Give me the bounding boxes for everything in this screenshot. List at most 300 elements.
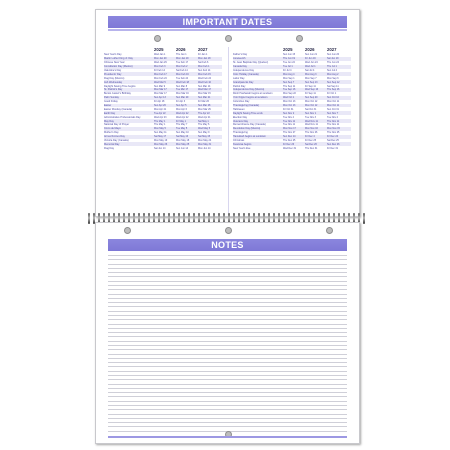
event-date: Sun Sep 7 (283, 80, 295, 84)
note-line (108, 409, 347, 410)
event-date: Fri Mar 26 (198, 100, 209, 104)
event-date: Fri May 1 (176, 119, 186, 123)
date-row (233, 57, 351, 61)
note-line (108, 375, 347, 376)
event-date: Wed Mar 17 (198, 88, 211, 92)
event-name: Daylight Saving Time begins (104, 84, 136, 88)
event-date: Thu Nov 27 (283, 131, 296, 135)
note-line (108, 414, 347, 415)
event-date: Sun Sep 13 (305, 80, 318, 84)
event-name: Chinese New Year (104, 61, 125, 65)
date-row (104, 131, 222, 135)
event-date: Wed Feb 18 (176, 80, 189, 84)
event-date: Tue Jun 24 (283, 61, 295, 65)
event-date: Fri Dec 4 (305, 135, 315, 139)
event-date: Fri Apr 3 (176, 100, 186, 104)
note-line (108, 276, 347, 277)
event-date: Mon Sep 1 (283, 76, 295, 80)
event-date: Sun May 11 (154, 131, 167, 135)
event-name: Rosh Hashanah begins at sundown (233, 92, 273, 96)
note-line (108, 311, 347, 312)
event-date: Thu Apr 22 (198, 111, 210, 115)
binder-hole (225, 35, 232, 42)
note-line (108, 281, 347, 282)
note-line (108, 302, 347, 303)
event-date: Sun Nov 2 (283, 111, 295, 115)
event-date: Fri Dec 26 (283, 142, 295, 146)
event-date: Wed Apr 22 (176, 111, 189, 115)
note-line (108, 289, 347, 290)
event-date: Thu Dec 31 (305, 146, 318, 150)
event-date: Sat May 17 (154, 135, 167, 139)
note-line (108, 418, 347, 419)
event-name: Palm Sunday (104, 96, 119, 100)
event-name: New Year's Day (104, 53, 122, 57)
note-line (108, 268, 347, 269)
event-date: Mon Feb 1 (198, 65, 210, 69)
event-name: May Day (104, 119, 114, 123)
event-date: Mon Mar 16 (176, 92, 189, 96)
event-date: Tue Mar 17 (176, 88, 189, 92)
event-date: Fri Dec 25 (305, 139, 317, 143)
date-row (233, 104, 351, 108)
note-line (108, 345, 347, 346)
event-date: Tue Feb 17 (176, 61, 189, 65)
event-date: Sun Jun 14 (176, 146, 189, 150)
event-date: Fri Jun 19 (305, 57, 316, 61)
binder-hole (124, 227, 131, 234)
event-date: Sat Feb 14 (176, 69, 188, 72)
event-date: Sun Nov 7 (327, 111, 339, 115)
date-row (233, 69, 351, 73)
event-name: Labor Day (233, 76, 245, 80)
date-row (233, 111, 351, 115)
event-date: Sat Feb 6 (198, 61, 209, 65)
date-row (233, 72, 351, 76)
date-row (104, 69, 222, 73)
event-name: Memorial Day (104, 142, 120, 146)
year-header: 2025 (283, 47, 293, 52)
event-name: Grandparents Day (233, 80, 254, 84)
event-date: Mon Jun 14 (198, 146, 211, 150)
year-header-spacer (104, 47, 154, 53)
event-date: Mon Jan 19 (176, 57, 189, 61)
note-line (108, 354, 347, 355)
event-date: Mon Feb 16 (176, 72, 189, 76)
event-date: Tue Nov 11 (283, 123, 296, 127)
event-name: Kwanzaa begins (233, 142, 252, 146)
event-name: Presidents' Day (104, 72, 122, 76)
date-row (104, 88, 222, 92)
event-name: Benito Juárez's Birthday (104, 92, 131, 96)
date-row (104, 127, 222, 131)
event-date: Sun Mar 28 (198, 104, 211, 108)
event-date: Mon Nov 17 (283, 127, 296, 131)
event-date: Mon Jan 20 (154, 57, 167, 61)
event-date: Fri Jul 4 (283, 69, 292, 72)
event-date: Sun Apr 20 (154, 104, 166, 108)
note-line (108, 401, 347, 402)
note-line (108, 392, 347, 393)
note-line (108, 426, 347, 427)
event-date: Thu Jun 24 (327, 61, 339, 65)
event-date: Wed Apr 23 (154, 115, 167, 119)
date-row (233, 96, 351, 100)
notes-lines (108, 255, 347, 435)
event-date: Tue Sep 16 (283, 88, 296, 92)
event-date: Sat Oct 31 (305, 107, 317, 111)
event-date: Sun Jun 15 (283, 53, 296, 57)
event-date: Mon Apr 21 (154, 107, 167, 111)
event-date: Thu May 1 (154, 119, 166, 123)
event-date: Mon Feb 3 (154, 65, 166, 69)
event-date: Sun Apr 13 (154, 96, 166, 100)
event-date: Wed Nov 11 (305, 123, 318, 127)
date-row (233, 135, 351, 139)
dates-column-right (233, 47, 351, 150)
notes-page (95, 222, 360, 444)
note-line (108, 294, 347, 295)
date-row (233, 107, 351, 111)
date-row (104, 142, 222, 146)
event-date: Thu Jun 19 (283, 57, 295, 61)
event-date: Mon Mar 17 (154, 88, 167, 92)
note-line (108, 298, 347, 299)
date-row (104, 80, 222, 84)
date-row (233, 65, 351, 69)
event-date: Sun Mar 29 (176, 96, 189, 100)
date-row (104, 115, 222, 119)
event-date: Mon Mar 15 (198, 92, 211, 96)
event-date: Fri Dec 24 (327, 135, 339, 139)
event-date: Tue Nov 4 (283, 115, 294, 119)
event-date: Mon Sep 22 (283, 92, 296, 96)
date-row (233, 142, 351, 146)
event-date: Sun Apr 5 (176, 104, 187, 108)
event-date: Fri Jan 1 (198, 53, 208, 57)
event-name: Martin Luther King Jr. Day (104, 57, 133, 61)
event-name: New Year's Eve (233, 146, 251, 150)
date-row (233, 119, 351, 123)
year-header: 2026 (305, 47, 315, 52)
event-date: Mon Apr 6 (176, 107, 187, 111)
note-line (108, 388, 347, 389)
event-date: Mon May 25 (176, 142, 190, 146)
notes-banner (108, 239, 347, 251)
event-date: Mon Feb 2 (176, 65, 188, 69)
event-date: Sun Jul 4 (327, 69, 337, 72)
event-date: Wed Feb 10 (198, 80, 211, 84)
note-line (108, 285, 347, 286)
event-name: Independence Day (Mexico) (233, 88, 265, 92)
event-date: Sat Jul 4 (305, 69, 315, 72)
event-name: Election Day (233, 115, 248, 119)
date-row (233, 139, 351, 143)
binder-hole (326, 227, 333, 234)
date-row (233, 100, 351, 104)
note-line (108, 349, 347, 350)
date-row (104, 92, 222, 96)
event-name: Earth Day (104, 111, 116, 115)
event-name: Mother's Day (104, 131, 119, 135)
event-date: Wed May 5 (198, 127, 211, 131)
note-line (108, 422, 347, 423)
event-date: Wed Jan 29 (154, 61, 167, 65)
event-date: Sat Jun 19 (327, 57, 339, 61)
date-row (104, 139, 222, 143)
event-name: Revolution Day (Mexico) (233, 127, 261, 131)
date-row (233, 131, 351, 135)
note-line (108, 306, 347, 307)
note-line (108, 341, 347, 342)
event-date: Tue Apr 22 (154, 111, 166, 115)
event-name: Flag Day (Mexico) (104, 76, 125, 80)
important-dates-title: IMPORTANT DATES (182, 17, 273, 27)
note-line (108, 384, 347, 385)
event-date: Fri Sep 11 (305, 92, 316, 96)
event-date: Mon May 18 (176, 139, 190, 143)
event-name: St. Jean Baptiste Day (Quebec) (233, 61, 269, 65)
event-date: Sun Dec 26 (327, 142, 340, 146)
note-line (108, 358, 347, 359)
event-name: Valentine's Day (104, 69, 122, 72)
date-row (104, 84, 222, 88)
event-date: Tue Nov 11 (283, 119, 296, 123)
event-date: Mon Mar 29 (198, 107, 211, 111)
event-date: Tue Jul 1 (283, 65, 293, 69)
year-header-spacer (233, 47, 283, 53)
event-date: Sun Mar 14 (198, 84, 211, 88)
date-row (233, 115, 351, 119)
event-date: Wed Jun 24 (305, 61, 318, 65)
event-date: Mon Nov 15 (327, 127, 340, 131)
note-line (108, 319, 347, 320)
event-date: Tue Nov 3 (305, 115, 316, 119)
event-name: Father's Day (233, 53, 248, 57)
event-name: Easter Monday (Canada) (104, 107, 132, 111)
event-date: Fri Sep 11 (305, 84, 316, 88)
date-row (233, 127, 351, 131)
event-date: Mon Feb 17 (154, 72, 167, 76)
event-date: Wed Apr 22 (176, 115, 189, 119)
event-date: Fri Dec 31 (327, 146, 339, 150)
event-name: Easter (104, 104, 112, 108)
event-date: Sun Oct 10 (327, 96, 339, 100)
note-line (108, 379, 347, 380)
date-row (104, 72, 222, 76)
event-name: Remembrance Day (Canada) (233, 123, 266, 127)
note-line (108, 396, 347, 397)
event-date: Mon Oct 11 (327, 104, 340, 108)
date-row (233, 88, 351, 92)
event-date: Mon Oct 12 (305, 104, 318, 108)
event-date: Sun Sep 20 (305, 96, 318, 100)
date-row (104, 123, 222, 127)
event-name: Hanukkah begins at sundown (233, 135, 266, 139)
event-date: Sat Dec 26 (305, 142, 317, 146)
date-row (104, 135, 222, 139)
event-name: Juneteenth (233, 57, 246, 61)
date-row (104, 100, 222, 104)
event-name: Thanksgiving (233, 131, 248, 135)
event-date: Thu May 6 (198, 123, 210, 127)
dates-column-left (104, 47, 222, 150)
event-name: Ash Wednesday (104, 80, 123, 84)
event-date: Sun Jun 21 (305, 53, 318, 57)
event-date: Wed Feb 24 (198, 76, 211, 80)
date-row (104, 111, 222, 115)
important-dates-page (95, 9, 360, 217)
event-date: Mon May 26 (154, 142, 168, 146)
year-header-row (104, 47, 222, 53)
year-header: 2026 (176, 47, 186, 52)
event-date: Thu Nov 11 (327, 123, 340, 127)
binder-hole (154, 35, 161, 42)
event-date: Wed Apr 21 (198, 115, 211, 119)
event-name: National Day of Prayer (104, 123, 130, 127)
event-date: Mon Aug 2 (327, 72, 339, 76)
date-row (104, 53, 222, 57)
note-line (108, 264, 347, 265)
event-date: Mon Oct 12 (305, 100, 318, 104)
event-name: Daylight Saving Time ends (233, 111, 263, 115)
binder-hole (225, 227, 232, 234)
date-row (104, 107, 222, 111)
event-date: Sun Feb 14 (198, 69, 211, 72)
event-name: Christmas (233, 139, 245, 143)
notes-title: NOTES (211, 240, 244, 250)
event-date: Thu Jul 1 (327, 65, 337, 69)
event-date: Sun Jun 20 (327, 53, 340, 57)
event-date: Sun Nov 1 (305, 111, 317, 115)
event-date: Sun Mar 21 (198, 96, 211, 100)
event-date: Thu May 7 (176, 123, 188, 127)
page-footer-bar (108, 436, 347, 438)
event-date: Wed Sep 16 (305, 88, 319, 92)
event-date: Wed Mar 5 (154, 80, 166, 84)
event-date: Mon May 31 (198, 142, 212, 146)
event-date: Mon Aug 4 (283, 72, 295, 76)
event-date: Thu Sep 16 (327, 88, 340, 92)
date-row (104, 146, 222, 150)
event-date: Sat May 1 (198, 119, 209, 123)
year-header-row (233, 47, 351, 53)
event-date: Mon Aug 3 (305, 72, 317, 76)
date-row (104, 57, 222, 61)
event-date: Mon Feb 24 (154, 76, 167, 80)
event-date: Thu Nov 26 (305, 131, 318, 135)
year-header: 2027 (198, 47, 208, 52)
note-line (108, 336, 347, 337)
event-date: Mon Jan 18 (198, 57, 211, 61)
date-row (233, 92, 351, 96)
event-name: Patriot Day (233, 84, 246, 88)
event-date: Tue May 5 (176, 127, 188, 131)
event-date: Sun Mar 9 (154, 84, 166, 88)
event-name: Cinco de Mayo (104, 127, 121, 131)
event-date: Tue Nov 2 (327, 115, 338, 119)
date-row (104, 61, 222, 65)
event-date: Sun Sep 12 (327, 80, 340, 84)
event-name: Victoria Day (Canada) (104, 139, 129, 143)
event-date: Mon Oct 11 (327, 100, 340, 104)
date-row (104, 96, 222, 100)
event-date: Mon Sep 6 (327, 76, 339, 80)
year-header: 2027 (327, 47, 337, 52)
event-name: St. Patrick's Day (104, 88, 123, 92)
date-row (233, 80, 351, 84)
event-date: Thu Nov 11 (327, 119, 340, 123)
event-date: Mon Sep 7 (305, 76, 317, 80)
event-date: Wed Jan 1 (154, 53, 166, 57)
event-name: Civic Holiday (Canada) (233, 72, 259, 76)
event-date: Sun May 9 (198, 131, 210, 135)
date-row (104, 104, 222, 108)
event-name: Columbus Day (233, 100, 250, 104)
event-date: Sat Jun 14 (154, 146, 166, 150)
event-date: Thu Sep 11 (283, 84, 296, 88)
date-row (104, 119, 222, 123)
event-date: Wed Nov 11 (305, 119, 318, 123)
event-date: Thu Jan 1 (176, 53, 187, 57)
event-date: Fri Feb 14 (154, 69, 165, 72)
event-date: Sat Dec 25 (327, 139, 339, 143)
event-date: Mon Nov 16 (305, 127, 318, 131)
note-line (108, 362, 347, 363)
event-name: Flag Day (104, 146, 115, 150)
note-line (108, 315, 347, 316)
note-line (108, 259, 347, 260)
event-name: Armed Forces Day (104, 135, 125, 139)
event-date: Mon Oct 13 (283, 104, 296, 108)
event-date: Sun May 10 (176, 131, 189, 135)
event-date: Fri Oct 1 (327, 92, 337, 96)
event-date: Sat May 16 (176, 135, 189, 139)
date-row (233, 146, 351, 150)
date-row (104, 65, 222, 69)
event-date: Mon May 5 (154, 127, 166, 131)
event-date: Mon May 24 (198, 139, 212, 143)
event-date: Sun Mar 8 (176, 84, 188, 88)
year-header: 2025 (154, 47, 164, 52)
date-row (233, 53, 351, 57)
date-row (104, 76, 222, 80)
event-name: Halloween (233, 107, 245, 111)
event-date: Thu Nov 25 (327, 131, 340, 135)
spiral-coil (363, 213, 365, 224)
banner-underline (108, 29, 347, 31)
event-date: Fri Apr 18 (154, 100, 165, 104)
event-date: Thu May 1 (154, 123, 166, 127)
note-line (108, 272, 347, 273)
event-date: Sun Oct 31 (327, 107, 339, 111)
event-name: Constitution Day (Mexico) (104, 65, 133, 69)
note-line (108, 366, 347, 367)
note-line (108, 255, 347, 256)
note-line (108, 328, 347, 329)
event-date: Wed Oct 1 (283, 96, 295, 100)
note-line (108, 324, 347, 325)
spiral-coil (88, 213, 90, 224)
event-name: Veterans Day (233, 119, 249, 123)
event-name: Independence Day (233, 69, 254, 72)
event-name: Yom Kippur begins at sundown (233, 96, 268, 100)
important-dates-banner (108, 16, 347, 28)
event-name: Canada Day (233, 65, 247, 69)
date-row (233, 61, 351, 65)
date-row (233, 123, 351, 127)
event-date: Wed Dec 31 (283, 146, 297, 150)
